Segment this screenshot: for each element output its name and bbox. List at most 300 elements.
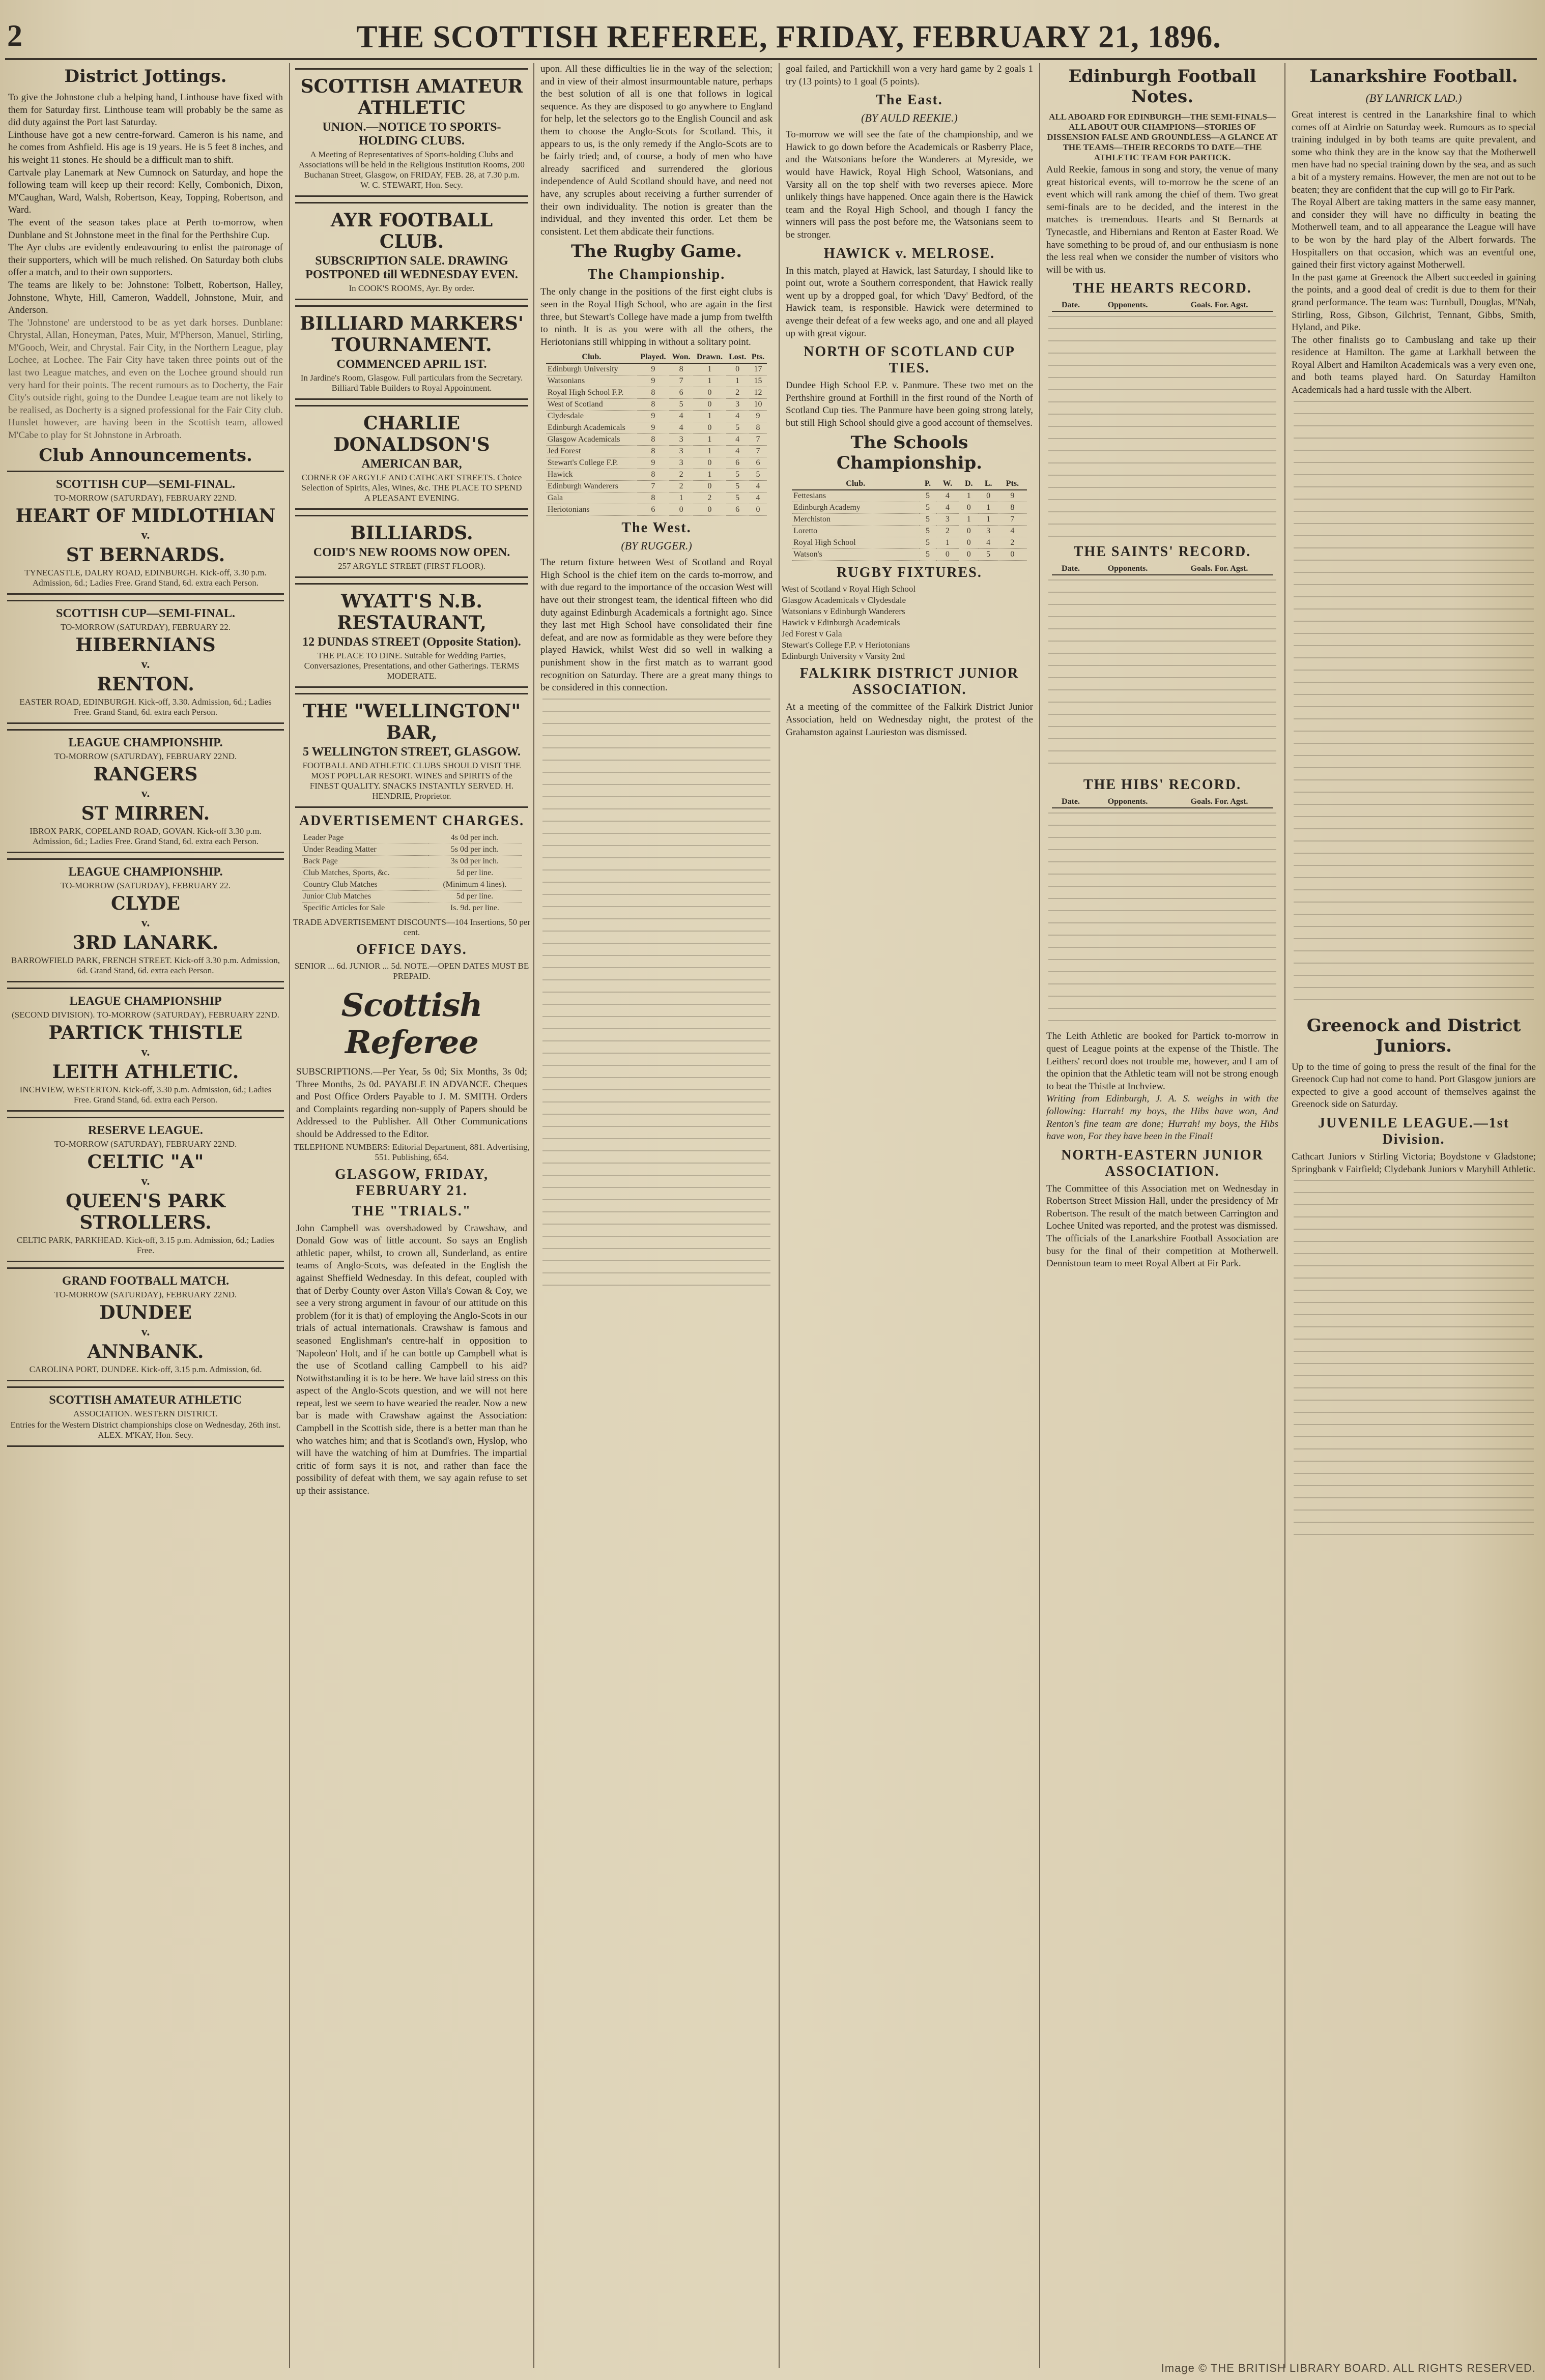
table-header: Drawn. (693, 352, 726, 363)
table-header: Date. (1052, 796, 1090, 808)
table-cell: 1 (979, 502, 998, 514)
table-cell: 1 (693, 434, 726, 446)
table-cell: 5 (919, 514, 936, 526)
text-continuation (542, 699, 770, 1289)
advert-subtitle: 5 WELLINGTON STREET, GLASGOW. (303, 745, 521, 759)
article-paragraph: The other finalists go to Cambuslang and take up their residence at Hamilton. The game at Larkhall between the Royal Albert and Hamilton Academicals was a very even one, and both teams played hard. On Saturday Hamilton Academicals had a hard tussle with the Albert. (1292, 334, 1536, 396)
table-cell: 8 (637, 399, 669, 411)
article-paragraph: In the past game at Greenock the Albert succeeded in gaining the points, and a good deal of credit is due to them for their grand performance. The team was: Turnbull, Douglas, M'Nab, Stirling, Ross, Gibson, Gilchrist, Tennant, Gibbs, Smith, Hyland, and Pike. (1292, 272, 1536, 333)
table-cell: 4 (998, 526, 1027, 537)
table-cell: 9 (998, 490, 1027, 502)
table-cell: Loretto (792, 526, 919, 537)
charge-cell: Leader Page (302, 832, 428, 844)
table-cell: Edinburgh Academicals (546, 422, 637, 434)
article-paragraph: Great interest is centred in the Lanarkshire final to which comes off at Airdrie on Saturday week. Rumours as to special training indulged in by both teams are quite prevalent, and some who think they are in the know say that the Motherwell men have had no special training down by the sea, and as such a bit of a mystery remains. However, the men are not out to be beaten; they are confident that the cup will go to Fir Park. (1292, 109, 1536, 195)
dateline: GLASGOW, FRIDAY, FEBRUARY 21. (335, 1166, 489, 1199)
table-cell: Heriotonians (546, 504, 637, 516)
section-heading: OFFICE DAYS. (356, 942, 467, 957)
table-cell: 2 (998, 537, 1027, 549)
table-cell: 12 (749, 387, 767, 399)
championship-table (546, 352, 767, 516)
table-header: L. (979, 478, 998, 490)
advert-list (292, 68, 531, 808)
section-heading: ADVERTISEMENT CHARGES. (299, 813, 525, 829)
table-cell: 4 (979, 537, 998, 549)
table-cell: Royal High School (792, 537, 919, 549)
article-paragraph: The Committee of this Association met on Wednesday in Robertson Street Mission Hall, under the presidency of Mr Robertson. The result of the match between Carrington and Lochee United was reported, and the protest was dismissed. (1046, 1183, 1278, 1232)
column-divider (779, 63, 780, 2368)
advert-details: A Meeting of Representatives of Sports-holding Clubs and Associations will be held in the Religious Institution Rooms, 200 Buchanan Street, Glasgow, on FRIDAY, FEB. 28, at 7.30 p.m. W. C. STEWART, Hon. Secy. (299, 150, 525, 190)
section-subheading: HAWICK v. MELROSE. (823, 245, 995, 262)
section-heading: Greenock and District Juniors. (1306, 1015, 1521, 1056)
advert-details: THE PLACE TO DINE. Suitable for Wedding Parties, Conversaziones, Presentations, and other Gatherings. TERMS MODERATE. (304, 651, 520, 681)
announcement-date: (SECOND DIVISION). TO-MORROW (SATURDAY), FEBRUARY 22ND. (12, 1009, 279, 1020)
table-row (792, 502, 1027, 514)
section-subheading: THE HEARTS RECORD. (1073, 280, 1252, 297)
charge-row (302, 856, 522, 867)
advert-subtitle: SUBSCRIPTION SALE. DRAWING POSTPONED till WEDNESDAY EVEN. (305, 254, 518, 281)
charge-cell: Junior Club Matches (302, 891, 428, 903)
table-row (792, 490, 1027, 502)
versus: v. (141, 528, 150, 542)
table-cell: 2 (693, 492, 726, 504)
announcement-title: SCOTTISH AMATEUR ATHLETIC (49, 1393, 242, 1407)
announcement-details: CAROLINA PORT, DUNDEE. Kick-off, 3.15 p.m. Admission, 6d. (29, 1364, 262, 1374)
article-paragraph: John Campbell was overshadowed by Crawshaw, and Donald Gow was of little account. So says an English athletic paper, whilst, to crown all, Sunderland, as entire teams of Anglo-Scots, was defeated in the English the against Sheffield Wednesday. In this defeat, coupled with that of Derby County over Aston Villa's Cowan & Coy, we see a very strong argument in favour of our attitude on this problem (for it is that) of employing the Anglo-Scots in our trials of actual internationals. Crawshaw is famous and seasoned Englishman's centre-half in opposition to 'Napoleon' Holt, and if he can bottle up Campbell what is the use of Scotland calling Campbell to his aid? Notwithstanding it is to be here. We have laid stress on this aspect of the Anglo-Scots question, and we will not here repeat, lest we seem to have wearied the reader. Now a new bar is made with Crawshaw against the Association: Campbell in the Scottish side, there is a better man than he who watches him; and that is Scotland's own, Hyslop, who will have the watching of him at Dumfries. The impartial critic of form says it is not, and rather than face the possibility of defeat with them, we say again refuse to set up their assistance. (296, 1223, 527, 1497)
home-team: RANGERS (93, 763, 198, 785)
table-row (546, 411, 767, 422)
advertisement (295, 202, 528, 300)
fixture-item: Watsonians v Edinburgh Wanderers (782, 606, 905, 617)
away-team: 3RD LANARK. (72, 932, 219, 953)
advert-title: AYR FOOTBALL CLUB. (330, 210, 493, 252)
table-header: W. (936, 478, 959, 490)
charge-cell: Back Page (302, 856, 428, 867)
table-cell: 3 (979, 526, 998, 537)
table-row (546, 422, 767, 434)
announcement-title: SCOTTISH CUP—SEMI-FINAL. (55, 606, 236, 620)
advertisement (295, 515, 528, 578)
column-east-schools (782, 63, 1037, 2368)
table-cell: Edinburgh University (546, 363, 637, 375)
table-cell: 0 (936, 549, 959, 561)
section-heading: Club Announcements. (39, 445, 252, 466)
table-cell: 0 (959, 549, 979, 561)
home-team: DUNDEE (99, 1301, 192, 1323)
table-header: Won. (669, 352, 693, 363)
table-cell: 5 (669, 399, 693, 411)
versus: v. (141, 1325, 150, 1339)
table-cell: Edinburgh Academy (792, 502, 919, 514)
table-cell: 9 (637, 422, 669, 434)
table-cell: Gala (546, 492, 637, 504)
poem: Writing from Edinburgh, J. A. S. weighs in with the following: Hurrah! my boys, the Hibs have won, And Renton's fine team are done; Hurrah! my boys, the Hibs have won, For they have been in the Final! (1046, 1093, 1278, 1142)
section-heading: The Schools Championship. (836, 432, 983, 474)
table-cell: 17 (749, 363, 767, 375)
table-cell: 5 (919, 490, 936, 502)
table-cell: 1 (959, 514, 979, 526)
section-subheading: The West. (621, 520, 692, 536)
section-subheading: JUVENILE LEAGUE.—1st Division. (1318, 1115, 1510, 1148)
table-cell: 6 (637, 504, 669, 516)
table-cell: 1 (936, 537, 959, 549)
table-cell: 7 (998, 514, 1027, 526)
table-row (792, 514, 1027, 526)
article-paragraph: Cartvale play Lanemark at New Cumnock on Saturday, and hope the following team will keep up their record: Kelly, Combonich, Dixon, M'Caughan, Ward, Walsh, Robertson, Keay, Topping, Robertson, and Ward. (8, 167, 283, 216)
club-announcement (7, 729, 284, 853)
section-heading: THE "TRIALS." (352, 1203, 472, 1219)
article-paragraph: Dundee High School F.P. v. Panmure. These two met on the Perthshire ground at Forthill in the first round of the North of Scotland Cup ties. The Panmure have been going strong lately, but still High School should give a good account of themselves. (786, 380, 1033, 428)
advert-subtitle: COID'S NEW ROOMS NOW OPEN. (313, 546, 510, 559)
fixture-item: Jed Forest v Gala (782, 629, 842, 639)
table-cell: 5 (726, 469, 749, 481)
announcement-date: ASSOCIATION. WESTERN DISTRICT. (73, 1408, 218, 1418)
advert-title: WYATT'S N.B. RESTAURANT, (337, 591, 487, 633)
table-cell: 9 (637, 411, 669, 422)
table-cell: 4 (726, 446, 749, 457)
article-paragraph: The return fixture between West of Scotland and Royal High School is the chief item on the cards to-morrow, and with due regard to the importance of the occasion West will have out their strongest team, the identical fifteen who did duty against Edinburgh Academicals a fortnight ago. Since they last met High School have consolidated their fine defeat, and are now as formidable as they were before they played Hawick, whilst West did so well in walking a punishment show in the first match as to warrant good recognition on Saturday. There are a great many things to be considered in this connection. (540, 557, 772, 693)
charge-cell: Under Reading Matter (302, 844, 428, 856)
table-cell: 5 (919, 537, 936, 549)
advert-subtitle: UNION.—NOTICE TO SPORTS-HOLDING CLUBS. (322, 121, 501, 148)
announcement-title: SCOTTISH CUP—SEMI-FINAL. (55, 477, 236, 491)
table-cell: 7 (669, 375, 693, 387)
section-subheading: THE HIBS' RECORD. (1083, 777, 1242, 793)
away-team: ST BERNARDS. (66, 544, 225, 566)
table-cell: 9 (637, 457, 669, 469)
fixture-item: Hawick v Edinburgh Academicals (782, 618, 900, 628)
versus: v. (141, 787, 150, 800)
table-row (792, 537, 1027, 549)
table-header: Opponents. (1090, 563, 1166, 575)
away-team: QUEEN'S PARK STROLLERS. (66, 1190, 225, 1233)
table-cell: 6 (749, 457, 767, 469)
table-cell: 0 (693, 481, 726, 492)
charge-row (302, 832, 522, 844)
home-team: HIBERNIANS (75, 634, 216, 656)
advert-title: SCOTTISH AMATEUR ATHLETIC (300, 76, 523, 119)
column-divider (289, 63, 290, 2368)
advert-title: THE "WELLINGTON" BAR, (302, 701, 521, 743)
club-announcement (7, 1386, 284, 1447)
table-row (546, 399, 767, 411)
table-row (546, 469, 767, 481)
article-paragraph: The Leith Athletic are booked for Partick to-morrow in quest of League points at the expense of the Thistle. The Leithers' record does not trouble me, however, and I am of the opinion that the Athletic team will not be strong enough to beat the Thistle at Inchview. (1046, 1031, 1278, 1092)
article-paragraph: To-morrow we will see the fate of the championship, and we Hawick to go down before the Academicals or Rasberry Place, and the Watsonians before the Wanderers at Myreside, we would have Hawick, Royal High School, Watsonians, and Varsity all on the top shelf with two reverses apiece. More unlikely things have happened. Once again there is the Hawick team and the Royal High School, and though I fancy the winners will pass the post before me, the Watsonians seem to be stronger. (786, 129, 1033, 240)
table-cell: 8 (637, 446, 669, 457)
article-paragraph: Linthouse have got a new centre-forward. Cameron is his name, and he comes from Ashfield. His age is 19 years. He is 5 feet 8 inches, and his weight 11 stones. He should be a difficult man to shift. (8, 129, 283, 165)
table-header: Club. (546, 352, 637, 363)
table-cell: Clydesdale (546, 411, 637, 422)
paper-nameplate: Scottish Referee (341, 986, 482, 1061)
advertisement (295, 405, 528, 510)
section-heading: Edinburgh Football Notes. (1068, 66, 1256, 107)
table-cell: 4 (936, 502, 959, 514)
text-continuation (1294, 401, 1534, 1011)
column-lanarkshire (1287, 63, 1540, 2368)
table-header: Played. (637, 352, 669, 363)
discount-note: TRADE ADVERTISEMENT DISCOUNTS—104 Insertions, 50 per cent. (293, 917, 531, 937)
table-cell: 8 (637, 492, 669, 504)
record-rows (1048, 579, 1276, 773)
table-cell: 7 (749, 434, 767, 446)
table-cell: 0 (726, 363, 749, 375)
charge-cell: Is. 9d. per line. (428, 903, 522, 914)
table-row (546, 375, 767, 387)
table-cell: 0 (959, 537, 979, 549)
fixtures-list (782, 584, 1037, 661)
advert-subtitle: 12 DUNDAS STREET (Opposite Station). (302, 635, 521, 649)
away-team: ST MIRREN. (81, 802, 210, 824)
byline: (BY RUGGER.) (621, 539, 692, 553)
table-row (546, 434, 767, 446)
announcement-title: LEAGUE CHAMPIONSHIP. (68, 865, 223, 879)
table-row (546, 457, 767, 469)
advert-title: BILLIARDS. (350, 523, 473, 544)
record-rows (1048, 316, 1276, 540)
article-paragraph: upon. All these difficulties lie in the way of the selection; and in view of their almost insurmountable nature, perhaps the best solution of all is one that follows in logical sequence. As they are disposed to go anywhere to England for help, let the selectors go to the English Council and ask them to choose the Anglo-Scots for Scotland. This, it appears to us, is the only remedy if the Anglo-Scots are to be fairly tried; and, of course, a body of men who have already sacrificed and surrendered the glorious independence of Auld Scotland should have, and need not have, any scruples about receiving a further surrender of their own individuality. The notion is greater than the individual, and they invented this order. Let them be consistent. Let them abdicate their functions. (540, 64, 772, 237)
table-cell: 0 (693, 399, 726, 411)
table-row (546, 492, 767, 504)
table-cell: 8 (637, 469, 669, 481)
table-cell: 5 (726, 422, 749, 434)
advert-details: In COOK'S ROOMS, Ayr. By order. (349, 283, 475, 293)
table-cell: Royal High School F.P. (546, 387, 637, 399)
table-cell: Stewart's College F.P. (546, 457, 637, 469)
table-cell: 5 (979, 549, 998, 561)
section-subheading: NORTH OF SCOTLAND CUP TIES. (804, 344, 1015, 376)
table-header: P. (919, 478, 936, 490)
charge-row (302, 867, 522, 879)
article-paragraph: The Royal Albert are taking matters in the same easy manner, and consider they will have no difficulty in beating the Motherwell team, and to all appearance the League will have to be won by the hard play of the Albert forwards. The Hospitallers on that occasion, which was an eventful one, gained their first victory against Motherwell. (1292, 197, 1536, 271)
announcement-details: BARROWFIELD PARK, FRENCH STREET. Kick-off 3.30 p.m. Admission, 6d. Grand Stand, 6d. extra each Person. (11, 955, 280, 975)
record-table (1052, 796, 1273, 808)
advert-details: In Jardine's Room, Glasgow. Full particulars from the Secretary. Billiard Table Builders to Royal Appointment. (300, 373, 523, 393)
subscription-notice: SUBSCRIPTIONS.—Per Year, 5s 0d; Six Months, 3s 0d; Three Months, 2s 0d. PAYABLE IN ADVANCE. Cheques and Post Office Orders Payable to J. M. SMITH. Orders and Complaints regarding non-supply of Papers should be Addressed to the Publisher. All Other Communications should be Addressed to the Editor. (296, 1066, 527, 1140)
announcement-details: TYNECASTLE, DALRY ROAD, EDINBURGH. Kick-off, 3.30 p.m. Admission, 6d.; Ladies Free. Grand Stand, 6d. extra each Person. (24, 567, 267, 588)
club-announcements (4, 471, 287, 1447)
table-cell: 1 (959, 490, 979, 502)
table-header: Opponents. (1090, 300, 1166, 311)
table-cell: 7 (637, 481, 669, 492)
club-announcement (7, 1267, 284, 1381)
table-cell: 7 (749, 446, 767, 457)
announcement-title: GRAND FOOTBALL MATCH. (62, 1274, 230, 1288)
advertisement (295, 583, 528, 688)
table-cell: Jed Forest (546, 446, 637, 457)
table-cell: 6 (669, 387, 693, 399)
advert-details: FOOTBALL AND ATHLETIC CLUBS SHOULD VISIT THE MOST POPULAR RESORT. WINES and SPIRITS of the FINEST QUALITY. SNACKS INSTANTLY SERVED. H. HENDRIE, Proprietor. (302, 761, 521, 801)
table-cell: 2 (726, 387, 749, 399)
announcement-details: CELTIC PARK, PARKHEAD. Kick-off, 3.15 p.m. Admission, 6d.; Ladies Free. (17, 1235, 274, 1255)
fixture-item: Stewart's College F.P. v Heriotonians (782, 640, 910, 650)
table-cell: 2 (669, 469, 693, 481)
record-rows (1048, 812, 1276, 1026)
paper-title: THE SCOTTISH REFEREE, FRIDAY, FEBRUARY 21, 1896. (356, 20, 1221, 54)
table-header: Lost. (726, 352, 749, 363)
announcement-details: INCHVIEW, WESTERTON. Kick-off, 3.30 p.m. Admission, 6d.; Ladies Free. Grand Stand, 6d. extra each Person. (19, 1084, 272, 1105)
charge-cell: 5s 0d per inch. (428, 844, 522, 856)
charge-row (302, 879, 522, 891)
table-row (792, 526, 1027, 537)
announcement-title: RESERVE LEAGUE. (88, 1123, 203, 1137)
fixture-item: Glasgow Academicals v Clydesdale (782, 595, 906, 605)
table-header: Opponents. (1090, 796, 1166, 808)
table-cell: 3 (669, 434, 693, 446)
versus: v. (141, 657, 150, 671)
advert-charges-table (302, 832, 522, 914)
table-cell: 1 (669, 492, 693, 504)
table-cell: 0 (998, 549, 1027, 561)
table-cell: 1 (693, 469, 726, 481)
charge-cell: Specific Articles for Sale (302, 903, 428, 914)
announcement-details: IBROX PARK, COPELAND ROAD, GOVAN. Kick-off 3.30 p.m. Admission, 6d.; Ladies Free. Grand Stand, 6d. extra each Person. (30, 826, 262, 846)
table-header: Goals. For. Agst. (1166, 563, 1273, 575)
table-cell: 6 (726, 457, 749, 469)
charge-row (302, 844, 522, 856)
table-cell: 9 (637, 375, 669, 387)
home-team: CLYDE (110, 892, 181, 914)
table-row (546, 504, 767, 516)
table-cell: 0 (693, 387, 726, 399)
table-cell: 2 (936, 526, 959, 537)
table-cell: 4 (726, 411, 749, 422)
table-cell: 1 (693, 411, 726, 422)
column-divider (1039, 63, 1040, 2368)
article-paragraph: The only change in the positions of the first eight clubs is seen in the Royal High School, who are again in the first three, but Stewart's College have made a jump from twelfth to ninth. It is as you were with all the others, the Heriotonians still whipping in without a solitary point. (540, 286, 772, 347)
masthead-rule (5, 58, 1537, 60)
table-cell: 4 (936, 490, 959, 502)
table-row (546, 387, 767, 399)
table-cell: 0 (959, 526, 979, 537)
table-row (546, 363, 767, 375)
text-continuation (1294, 1180, 1534, 1536)
fixture-item: West of Scotland v Royal High School (782, 584, 916, 594)
home-team: CELTIC "A" (87, 1151, 204, 1173)
table-cell: 1 (693, 375, 726, 387)
announcement-title: LEAGUE CHAMPIONSHIP (69, 994, 222, 1008)
article-paragraph: goal failed, and Partickhill won a very hard game by 2 goals 1 try (13 points) to 1 goal (5 points). (786, 64, 1033, 87)
versus: v. (141, 1045, 150, 1059)
schools-table (792, 478, 1027, 561)
table-cell: Watsonians (546, 375, 637, 387)
advert-details: CORNER OF ARGYLE AND CATHCART STREETS. Choice Selection of Spirits, Ales, Wines, &c. THE PLACE TO SPEND A PLEASANT EVENING. (301, 473, 522, 503)
table-cell: 8 (637, 387, 669, 399)
table-cell: 4 (669, 411, 693, 422)
versus: v. (141, 1174, 150, 1188)
club-announcement (7, 1117, 284, 1262)
advert-title: BILLIARD MARKERS' TOURNAMENT. (300, 313, 524, 356)
table-cell: 2 (669, 481, 693, 492)
table-cell: Glasgow Academicals (546, 434, 637, 446)
charge-cell: 4s 0d per inch. (428, 832, 522, 844)
table-cell: 8 (998, 502, 1027, 514)
column-rugby (536, 63, 777, 2368)
charge-cell: Country Club Matches (302, 879, 428, 891)
table-cell: 3 (726, 399, 749, 411)
article-paragraph: The teams are likely to be: Johnstone: Tolbett, Robertson, Halley, Johnstone, Whyte, Hill, Cameron, Waddell, Johnstone, Muir, and Anderson. (8, 279, 283, 316)
table-cell: 5 (726, 481, 749, 492)
section-subheading: NORTH-EASTERN JUNIOR ASSOCIATION. (1061, 1147, 1264, 1179)
masthead (0, 0, 1545, 61)
announcement-date: TO-MORROW (SATURDAY), FEBRUARY 22ND. (54, 1139, 237, 1149)
section-subheading: RUGBY FIXTURES. (837, 565, 982, 581)
charge-cell: Club Matches, Sports, &c. (302, 867, 428, 879)
table-header: Pts. (998, 478, 1027, 490)
club-announcement (7, 858, 284, 982)
telephone-numbers: TELEPHONE NUMBERS: Editorial Department, 881. Advertising, 551. Publishing, 654. (294, 1142, 530, 1162)
table-cell: 0 (693, 422, 726, 434)
fixture-item: Edinburgh University v Varsity 2nd (782, 651, 905, 661)
article-paragraph: Auld Reekie, famous in song and story, the venue of many great historical events, will to-morrow be the scene of an event which will rank among the chief of them. Two great semi-finals are to be decided, and the interest in the matches is tremendous. Hearts and St Bernards at Tynecastle, and Hibernians and Renton at Easter Road. We have something to be proud of, and our enthusiasm is none the less real when we consider the number of visitors who will be with us. (1046, 164, 1278, 275)
table-cell: 0 (693, 504, 726, 516)
section-subheading: The Championship. (587, 267, 726, 283)
section-subheading: THE SAINTS' RECORD. (1073, 544, 1251, 560)
advert-details: 257 ARGYLE STREET (FIRST FLOOR). (338, 561, 485, 571)
article-paragraph: Up to the time of going to press the result of the final for the Greenock Cup had not come to hand. Port Glasgow juniors are expected to give a good account of themselves against the Greenock side on Saturday. (1292, 1061, 1536, 1110)
table-cell: Edinburgh Wanderers (546, 481, 637, 492)
table-cell: 8 (669, 363, 693, 375)
section-subheading: The East. (876, 92, 943, 108)
table-header: D. (959, 478, 979, 490)
article-paragraph: At a meeting of the committee of the Falkirk District Junior Association, held on Wednesday night, the protest of the Grahamston against Laurieston was dismissed. (786, 702, 1033, 738)
charge-cell: (Minimum 4 lines). (428, 879, 522, 891)
article-paragraph: The 'Johnstone' are understood to be as yet dark horses. Dunblane: Chrystal, Allan, Honeyman, Pates, Muir, M'Pherson, Manuel, Stirling, M'Gooch, Weir, and Chrystal. Fair City, in the Northern League, play Lochee, at Lochee. The Fair City have taken three points out of the last two League matches, and even on the Lochee ground should run very hard for their points. The recent rumours as to Docherty, the Fair City's outside right, going to the Dundee League team are not likely to be realised, as Docherty is a signed professional for the Fair City club. Hunslet however, are having been in the Scottish team, allowed M'Cabe to play for St Johnstone in Arbroath. (8, 317, 283, 441)
table-header: Goals. For. Agst. (1166, 796, 1273, 808)
record-table (1052, 563, 1273, 575)
page-number: 2 (7, 19, 22, 52)
advert-title: CHARLIE DONALDSON'S (333, 413, 490, 455)
table-cell: 5 (919, 549, 936, 561)
table-cell: 1 (693, 363, 726, 375)
record-table (1052, 300, 1273, 312)
table-cell: 15 (749, 375, 767, 387)
table-cell: 5 (919, 502, 936, 514)
advertisement (295, 68, 528, 197)
column-edinburgh-notes (1042, 63, 1282, 2368)
table-row (546, 481, 767, 492)
table-cell: Fettesians (792, 490, 919, 502)
table-cell: 5 (749, 469, 767, 481)
table-cell: West of Scotland (546, 399, 637, 411)
club-announcement (7, 600, 284, 724)
table-header: Date. (1052, 300, 1090, 311)
table-cell: 4 (749, 492, 767, 504)
advertisement (295, 305, 528, 400)
charge-cell: 3s 0d per inch. (428, 856, 522, 867)
table-cell: 6 (726, 504, 749, 516)
office-days: SENIOR ... 6d. JUNIOR ... 5d. NOTE.—OPEN DATES MUST BE PREPAID. (294, 961, 529, 981)
byline: (BY LANRICK LAD.) (1365, 92, 1462, 104)
table-header: Pts. (749, 352, 767, 363)
announcement-date: TO-MORROW (SATURDAY), FEBRUARY 22. (61, 622, 231, 632)
table-cell: 8 (637, 434, 669, 446)
article-deck: ALL ABOARD FOR EDINBURGH—THE SEMI-FINALS—ALL ABOUT OUR CHAMPIONS—STORIES OF DISSENSION FALSE AND GROUNDLESS—A GLANCE AT THE TEAMS—THEIR RECORDS TO DATE—THE ATHLETIC TEAM FOR PARTICK. (1047, 112, 1278, 162)
home-team: PARTICK THISTLE (48, 1022, 243, 1043)
announcement-date: TO-MORROW (SATURDAY), FEBRUARY 22ND. (54, 492, 237, 503)
announcement-details: Entries for the Western District championships close on Wednesday, 26th inst. ALEX. M'KAY, Hon. Secy. (10, 1419, 281, 1440)
column-advertisements (292, 63, 531, 2368)
table-header: Club. (792, 478, 919, 490)
table-cell: 0 (669, 504, 693, 516)
table-cell: 3 (669, 457, 693, 469)
table-cell: 4 (669, 422, 693, 434)
table-cell: 1 (979, 514, 998, 526)
table-cell: 4 (749, 481, 767, 492)
byline: (BY AULD REEKIE.) (861, 111, 958, 125)
away-team: LEITH ATHLETIC. (52, 1061, 239, 1083)
table-cell: 0 (693, 457, 726, 469)
